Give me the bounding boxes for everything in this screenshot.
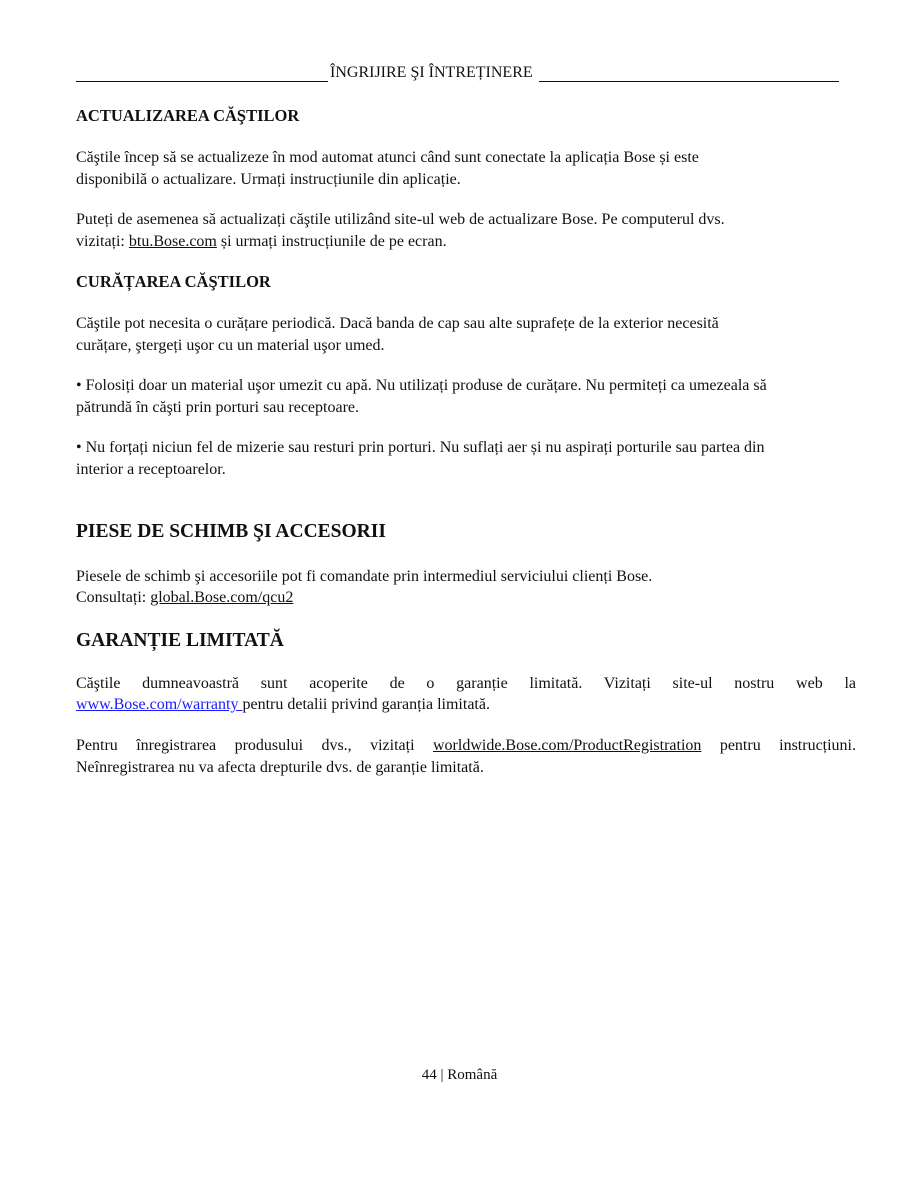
text-line: interior a receptoarelor.	[76, 461, 226, 478]
section-heading-updates: ACTUALIZAREA CĂŞTILOR	[76, 106, 300, 125]
text-line: curățare, ştergeți uşor cu un material uşor umed.	[76, 337, 385, 354]
paragraph	[76, 147, 856, 191]
text-line	[76, 587, 856, 608]
text-line: • Folosiți doar un material uşor umezit cu apă. Nu utilizați produse de curățare. Nu permiteți ca umezeala să	[76, 377, 767, 394]
text-line: Piesele de schimb şi accesoriile pot fi comandate prin intermediul serviciului clienți Bose.	[76, 568, 653, 585]
text-line: Căştile încep să se actualizeze în mod automat atunci când sunt conectate la aplicația Bose și este	[76, 149, 699, 166]
text: și urmați instrucțiunile de pe ecran.	[216, 233, 447, 250]
text: vizitați:	[76, 233, 129, 250]
text: pentru instrucțiuni.	[701, 737, 857, 754]
bullet-item	[76, 437, 856, 481]
text-line: Neînregistrarea nu va afecta drepturile dvs. de garanție limitată.	[76, 759, 484, 776]
text: pentru detalii privind garanția limitată.	[242, 696, 490, 713]
warranty-link[interactable]: www.Bose.com/warranty	[76, 696, 243, 713]
global-link[interactable]: global.Bose.com/qcu2	[150, 589, 294, 606]
paragraph	[76, 735, 856, 779]
header-rule-right	[539, 65, 839, 82]
text: Consultați:	[76, 589, 151, 606]
paragraph	[76, 566, 856, 608]
section-heading-warranty: GARANȚIE LIMITATĂ	[76, 630, 284, 651]
text-line: Căştile pot necesita o curățare periodică. Dacă banda de cap sau alte suprafețe de la exterior necesită	[76, 315, 719, 332]
bullet-item	[76, 375, 856, 419]
paragraph	[76, 209, 856, 253]
text-line: disponibilă o actualizare. Urmați instrucțiunile din aplicație.	[76, 171, 461, 188]
registration-link[interactable]: worldwide.Bose.com/ProductRegistration	[432, 737, 702, 754]
paragraph	[76, 313, 856, 357]
text-line: Puteți de asemenea să actualizați căştile utilizând site-ul web de actualizare Bose. Pe computerul dvs.	[76, 211, 725, 228]
text-line: • Nu forțați niciun fel de mizerie sau resturi prin porturi. Nu suflați aer și nu aspirați porturile sau partea din	[76, 439, 765, 456]
section-heading-parts: PIESE DE SCHIMB ŞI ACCESORII	[76, 521, 386, 542]
page-header	[76, 64, 839, 82]
page-number: 44 | Română	[421, 1067, 498, 1083]
header-rule-left	[76, 65, 328, 82]
paragraph	[76, 673, 856, 715]
text-line: pătrundă în căşti prin porturi sau receptoare.	[76, 399, 359, 416]
text-line	[76, 735, 856, 757]
text-line: Căştile dumneavoastră sunt acoperite de o garanție limitată. Vizitați site-ul nostru web la	[76, 675, 856, 692]
text-line	[76, 694, 856, 715]
section-heading-cleaning: CURĂȚAREA CĂŞTILOR	[76, 272, 271, 291]
btu-link[interactable]: btu.Bose.com	[128, 233, 217, 250]
text: Pentru înregistrarea produsului dvs., vizitați	[76, 737, 433, 754]
header-title: ÎNGRIJIRE ŞI ÎNTREȚINERE	[330, 64, 533, 81]
text-line	[76, 231, 856, 253]
